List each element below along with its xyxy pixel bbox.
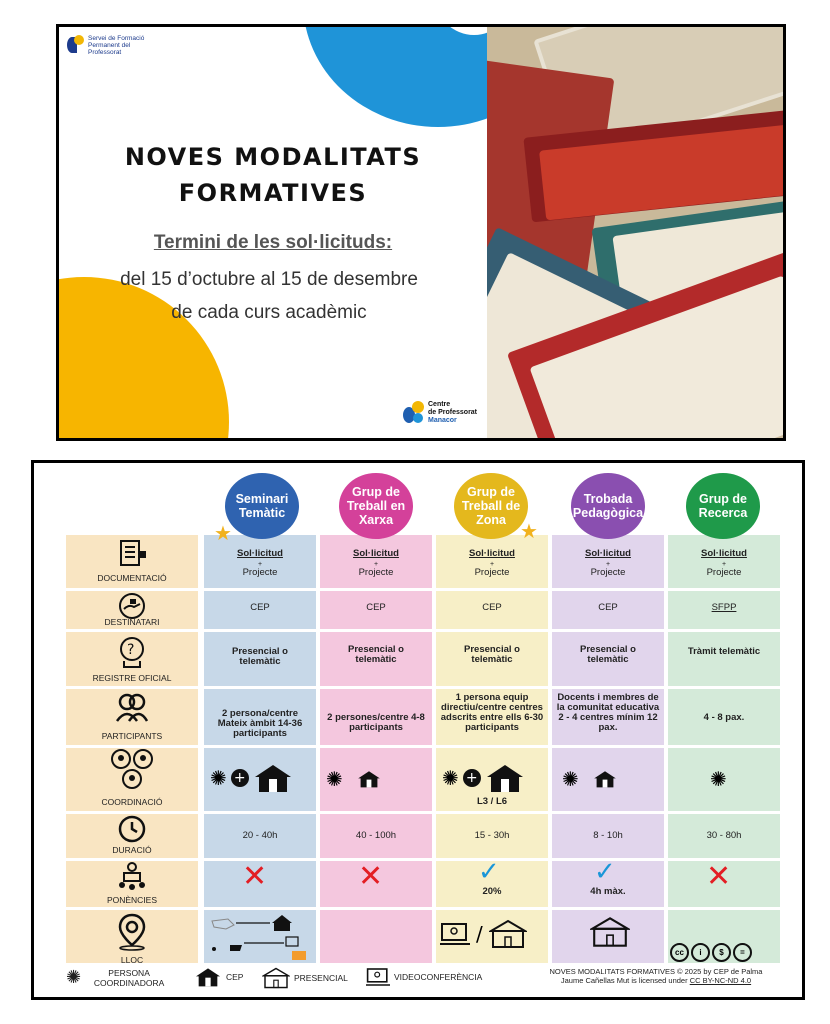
cell-documentacio-plus: + bbox=[605, 561, 611, 568]
legend-cep bbox=[194, 967, 243, 987]
lloc-zona: / bbox=[440, 919, 527, 949]
cep-logo-line3: Manacor bbox=[428, 417, 457, 424]
row-label-participants: PARTICIPANTS bbox=[101, 731, 163, 741]
cell-documentacio-projecte: Projecte bbox=[242, 567, 278, 578]
sfpp-logo bbox=[67, 35, 144, 56]
legend-video bbox=[366, 967, 482, 987]
cell-participants: 4 - 8 pax. bbox=[703, 712, 745, 723]
cell-registre: Presencial o telemàtic bbox=[348, 644, 404, 665]
coordinacio-seminari bbox=[210, 763, 293, 793]
sfpp-logo-line1: Servei de Formació bbox=[88, 35, 145, 42]
persona-coordinadora-icon: ✺ bbox=[562, 767, 579, 791]
persona-coordinadora-icon: ✺ bbox=[710, 767, 727, 791]
check-icon: ✓ bbox=[594, 857, 616, 887]
cell-documentacio-sollicitud: Sol·licitud bbox=[469, 548, 515, 559]
row-label-documentacio: DOCUMENTACIÓ bbox=[97, 573, 167, 583]
credit-line1: NOVES MODALITATS FORMATIVES © 2025 by CEP de Palma bbox=[549, 967, 763, 976]
x-mark-icon: ✕ bbox=[706, 859, 732, 894]
cc-icon: cc bbox=[670, 943, 689, 962]
header-grup-recerca: Grup de Recerca bbox=[686, 473, 760, 539]
document-icon bbox=[66, 539, 198, 569]
school-building-icon bbox=[262, 967, 290, 989]
legend-persona-label: PERSONA COORDINADORA bbox=[93, 967, 165, 988]
cep-logo-line2: de Professorat bbox=[428, 409, 478, 416]
cell-durada: 15 - 30h bbox=[474, 830, 510, 841]
lloc-trobada bbox=[590, 915, 630, 953]
persona-coordinadora-icon: ✺ bbox=[442, 766, 459, 790]
videoconference-icon bbox=[440, 922, 470, 946]
cell-documentacio-plus: + bbox=[489, 561, 495, 568]
sfpp-logo-icon bbox=[67, 35, 85, 55]
cep-house-icon bbox=[593, 770, 617, 788]
svg-text:?: ? bbox=[127, 642, 135, 658]
cell-participants: Docents i membres de la comunitat educativa 2 - 4 centres mínim 12 pax. bbox=[556, 692, 660, 733]
nc-icon: $ bbox=[712, 943, 731, 962]
cell-documentacio-sollicitud: Sol·licitud bbox=[353, 548, 399, 559]
cell-documentacio-sollicitud: Sol·licitud bbox=[701, 548, 747, 559]
x-mark-icon: ✕ bbox=[358, 859, 384, 894]
row-label-destinatari: DESTINATARI bbox=[104, 617, 160, 627]
modalities-infographic bbox=[31, 460, 805, 1000]
cell-documentacio-projecte: Projecte bbox=[590, 567, 626, 578]
cell-participants: 2 persona/centre Mateix àmbit 14-36 participants bbox=[217, 708, 303, 739]
cell-documentacio-projecte: Projecte bbox=[358, 567, 394, 578]
coordinacio-xarxa bbox=[326, 767, 381, 791]
banner-card bbox=[56, 24, 786, 441]
row-label-lloc: LLOC bbox=[120, 955, 144, 965]
people-icon bbox=[66, 693, 198, 723]
credit-text bbox=[510, 967, 802, 985]
coordinacio-recerca bbox=[710, 767, 727, 791]
row-label-registre: REGISTRE OFICIAL bbox=[92, 673, 172, 683]
deadline-text: del 15 d’octubre al 15 de desembre de cada curs acadèmic bbox=[120, 269, 418, 323]
cell-participants: 1 persona equip directiu/centre centres adscrits entre ells 6-30 participants bbox=[440, 692, 544, 733]
row-label-ponencies: PONÈNCIES bbox=[106, 895, 158, 905]
cell-participants: 2 persones/centre 4-8 participants bbox=[327, 712, 425, 733]
header-trobada-pedagogica: Trobada Pedagògica bbox=[571, 473, 645, 539]
cell-durada: 30 - 80h bbox=[706, 830, 742, 841]
cep-house-icon bbox=[194, 967, 222, 987]
legend-presencial bbox=[262, 967, 348, 989]
speaker-icon bbox=[66, 861, 198, 893]
column-bg-recerca bbox=[668, 535, 780, 963]
cell-destinatari: CEP bbox=[250, 602, 270, 613]
cell-documentacio-plus: + bbox=[257, 561, 263, 568]
persona-coordinadora-icon: ✺ bbox=[66, 967, 82, 987]
cell-destinatari: SFPP bbox=[711, 602, 737, 613]
cell-documentacio-plus: + bbox=[373, 561, 379, 568]
star-icon: ★ bbox=[214, 521, 232, 545]
cell-destinatari: CEP bbox=[482, 602, 502, 613]
header-grup-treball-xarxa: Grup de Treball en Xarxa bbox=[339, 473, 413, 539]
cell-ponencies-note: 20% bbox=[482, 886, 502, 897]
cell-durada: 40 - 100h bbox=[355, 830, 397, 841]
cell-destinatari: CEP bbox=[598, 602, 618, 613]
cell-coordinacio-note: L3 / L6 bbox=[476, 796, 508, 807]
cell-documentacio-sollicitud: Sol·licitud bbox=[237, 548, 283, 559]
column-bg-seminari bbox=[204, 535, 316, 963]
cep-house-icon bbox=[485, 763, 525, 793]
cell-durada: 20 - 40h bbox=[242, 830, 278, 841]
sfpp-logo-line2: Permanent del bbox=[88, 42, 131, 49]
sfpp-logo-line3: Professorat bbox=[88, 49, 122, 56]
cell-registre: Tràmit telemàtic bbox=[687, 646, 761, 657]
school-building-icon bbox=[590, 915, 630, 949]
cell-registre: Presencial o telemàtic bbox=[464, 644, 520, 665]
cep-house-icon bbox=[253, 763, 293, 793]
cell-ponencies-note: 4h màx. bbox=[590, 886, 626, 897]
by-icon: i bbox=[691, 943, 710, 962]
location-pin-icon bbox=[66, 913, 198, 951]
header-seminari-tematic: Seminari Temàtic bbox=[225, 473, 299, 539]
coordinacio-trobada bbox=[562, 767, 617, 791]
license-link[interactable]: CC BY-NC-ND 4.0 bbox=[689, 976, 752, 985]
school-building-icon bbox=[489, 919, 527, 949]
banner-title-line2: FORMATIVES bbox=[178, 179, 368, 207]
star-icon: ★ bbox=[520, 519, 538, 543]
cell-documentacio-projecte: Projecte bbox=[706, 567, 742, 578]
legend-cep-label: CEP bbox=[226, 972, 244, 982]
cell-documentacio-sollicitud: Sol·licitud bbox=[585, 548, 631, 559]
cep-house-icon bbox=[357, 770, 381, 788]
cep-manacor-logo bbox=[403, 401, 477, 425]
group-icon bbox=[66, 749, 198, 791]
header-grup-treball-zona: Grup de Treball de Zona bbox=[454, 473, 528, 539]
clock-icon bbox=[66, 815, 198, 843]
cell-durada: 8 - 10h bbox=[593, 830, 623, 841]
legend-video-label: VIDEOCONFERÈNCIA bbox=[394, 972, 483, 982]
plus-circle-icon: + bbox=[231, 769, 249, 787]
column-bg-trobada bbox=[552, 535, 664, 963]
legend-presencial-label: PRESENCIAL bbox=[294, 973, 348, 983]
books-photo bbox=[487, 27, 786, 441]
cep-logo-line1: Centre bbox=[428, 401, 451, 408]
cell-documentacio-projecte: Projecte bbox=[474, 567, 510, 578]
deadline-label: Termini de les sol·licituds: bbox=[153, 232, 393, 253]
credit-line2: Jaume Cañellas Mut is licensed under bbox=[560, 976, 688, 985]
cc-license-badge bbox=[670, 943, 752, 962]
column-bg-xarxa bbox=[320, 535, 432, 963]
row-label-duracio: DURACIÓ bbox=[112, 845, 152, 855]
coordinacio-zona bbox=[442, 763, 525, 793]
hand-icon bbox=[66, 593, 198, 619]
plus-circle-icon: + bbox=[463, 769, 481, 787]
cell-registre: Presencial o telemàtic bbox=[580, 644, 636, 665]
row-label-coordinacio: COORDINACIÓ bbox=[101, 797, 163, 807]
x-mark-icon: ✕ bbox=[242, 859, 268, 894]
question-head-icon bbox=[66, 635, 198, 669]
cell-registre: Presencial o telemàtic bbox=[232, 646, 288, 667]
banner-title-line1: NOVES MODALITATS bbox=[124, 143, 422, 171]
lloc-seminari bbox=[208, 915, 312, 961]
videoconference-icon bbox=[366, 967, 390, 987]
persona-coordinadora-icon: ✺ bbox=[326, 767, 343, 791]
column-bg-zona bbox=[436, 535, 548, 963]
nd-icon: = bbox=[733, 943, 752, 962]
cell-destinatari: CEP bbox=[366, 602, 386, 613]
check-icon: ✓ bbox=[478, 857, 500, 887]
cell-documentacio-plus: + bbox=[721, 561, 727, 568]
cep-logo-icon bbox=[403, 401, 425, 425]
persona-coordinadora-icon: ✺ bbox=[210, 766, 227, 790]
